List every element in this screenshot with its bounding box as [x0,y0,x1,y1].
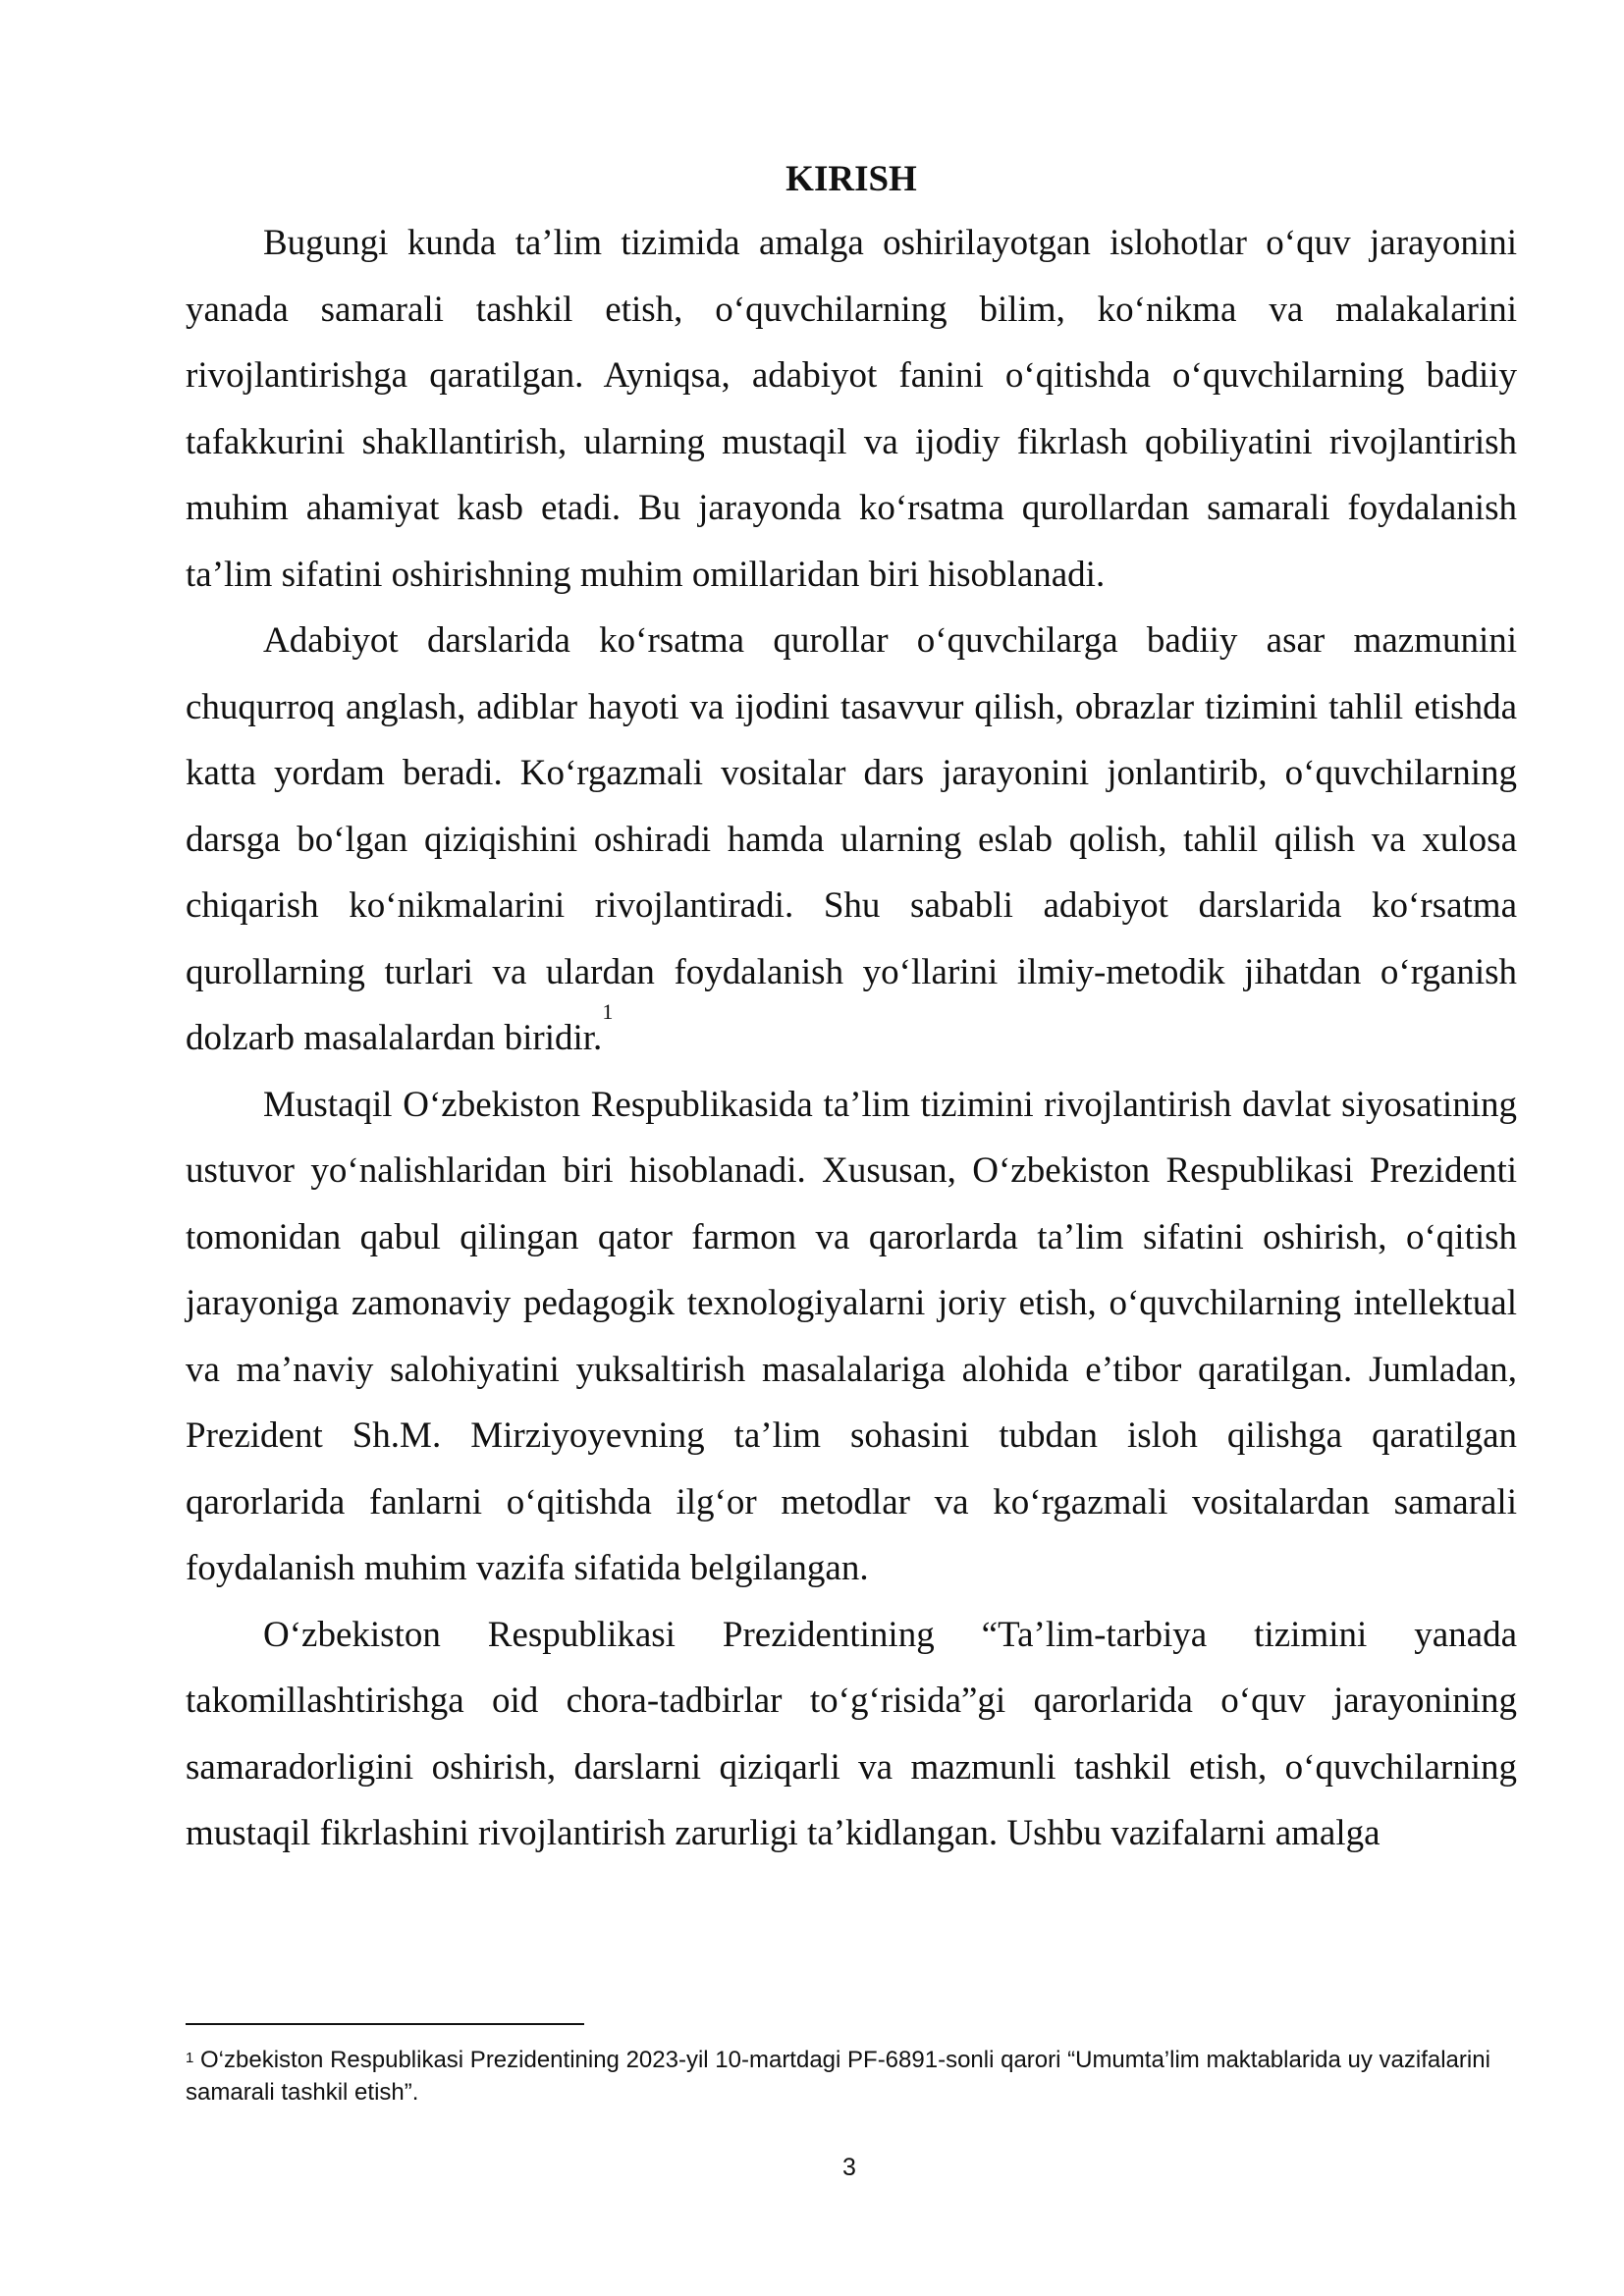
footnote-number: 1 [186,2050,194,2066]
page-number: 3 [842,2154,856,2181]
paragraph-1-text: Bugungi kunda ta’lim tizimida amalga oshirilayotgan islohotlar o‘quv jarayonini yanada samarali tashkil etish, o‘quvchilarning bilim, ko‘nikma va malakalarini rivojlantirishga qaratilgan. Ayniqsa, adabiyot fanini o‘qitishda o‘quvchilarning badiiy tafakkurini shakllantirish, ularning mustaqil va ijodiy fikrlash qobiliyatini rivojlantirish muhim ahamiyat kasb etadi. Bu jarayonda ko‘rsatma qurollardan samarali foydalanish ta’lim sifatini oshirishning muhim omillaridan biri hisoblanadi. [186,223,1517,595]
footnote-reference[interactable]: 1 [602,999,614,1024]
paragraph-2-text: Adabiyot darslarida ko‘rsatma qurollar o‘quvchilarga badiiy asar mazmunini chuqurroq anglash, adiblar hayoti va ijodini tasavvur qilish, obrazlar tizimini tahlil etishda katta yordam beradi. Ko‘rgazmali vositalar dars jarayonini jonlantirib, o‘quvchilarning darsga bo‘lgan qiziqishini oshiradi hamda ularning eslab qolish, tahlil qilish va xulosa chiqarish ko‘nikmalarini rivojlantiradi. Shu sababli adabiyot darslarida ko‘rsatma qurollarning turlari va ulardan foydalanish yo‘llarini ilmiy-metodik jihatdan o‘rganish dolzarb masalalardan biridir. [186,620,1517,1058]
page-heading: KIRISH [785,159,917,199]
footnote-text: O‘zbekiston Respublikasi Prezidentining 2023-yil 10-martdagi PF-6891-sonli qarori “Umumta’lim maktablarida uy vazifalarini samarali tashkil etish”. [186,2047,1490,2106]
paragraph-4-text: O‘zbekiston Respublikasi Prezidentining “Ta’lim-tarbiya tizimini yanada takomillashtirishga oid chora-tadbirlar to‘g‘risida”gi qarorlarida o‘quv jarayonining samaradorligini oshirish, darslarni qiziqarli va mazmunli tashkil etish, o‘quvchilarning mustaqil fikrlashini rivojlantirish zarurligi ta’kidlangan. Ushbu vazifalarni amalga [186,1614,1517,1853]
footnote-separator [186,2023,584,2025]
main-text [186,149,1517,1867]
paragraph-4 [186,1602,1517,1867]
paragraph-1 [186,210,1517,608]
paragraph-3-text: Mustaqil O‘zbekiston Respublikasida ta’lim tizimini rivojlantirish davlat siyosatining ustuvor yo‘nalishlaridan biri hisoblanadi. Xususan, O‘zbekiston Respublikasi Prezidenti tomonidan qabul qilingan qator farmon va qarorlarda ta’lim sifatini oshirish, o‘qitish jarayoniga zamonaviy pedagogik texnologiyalarni joriy etish, o‘quvchilarning intellektual va ma’naviy salohiyatini yuksaltirish masalalariga alohida e’tibor qaratilgan. Jumladan, Prezident Sh.M. Mirziyoyevning ta’lim sohasini tubdan isloh qilishga qaratilgan qarorlarida fanlarni o‘qitishda ilg‘or metodlar va ko‘rgazmali vositalardan samarali foydalanish muhim vazifa sifatida belgilangan. [186,1084,1517,1588]
paragraph-3 [186,1072,1517,1602]
paragraph-2 [186,608,1517,1072]
footnote [186,2044,1517,2109]
